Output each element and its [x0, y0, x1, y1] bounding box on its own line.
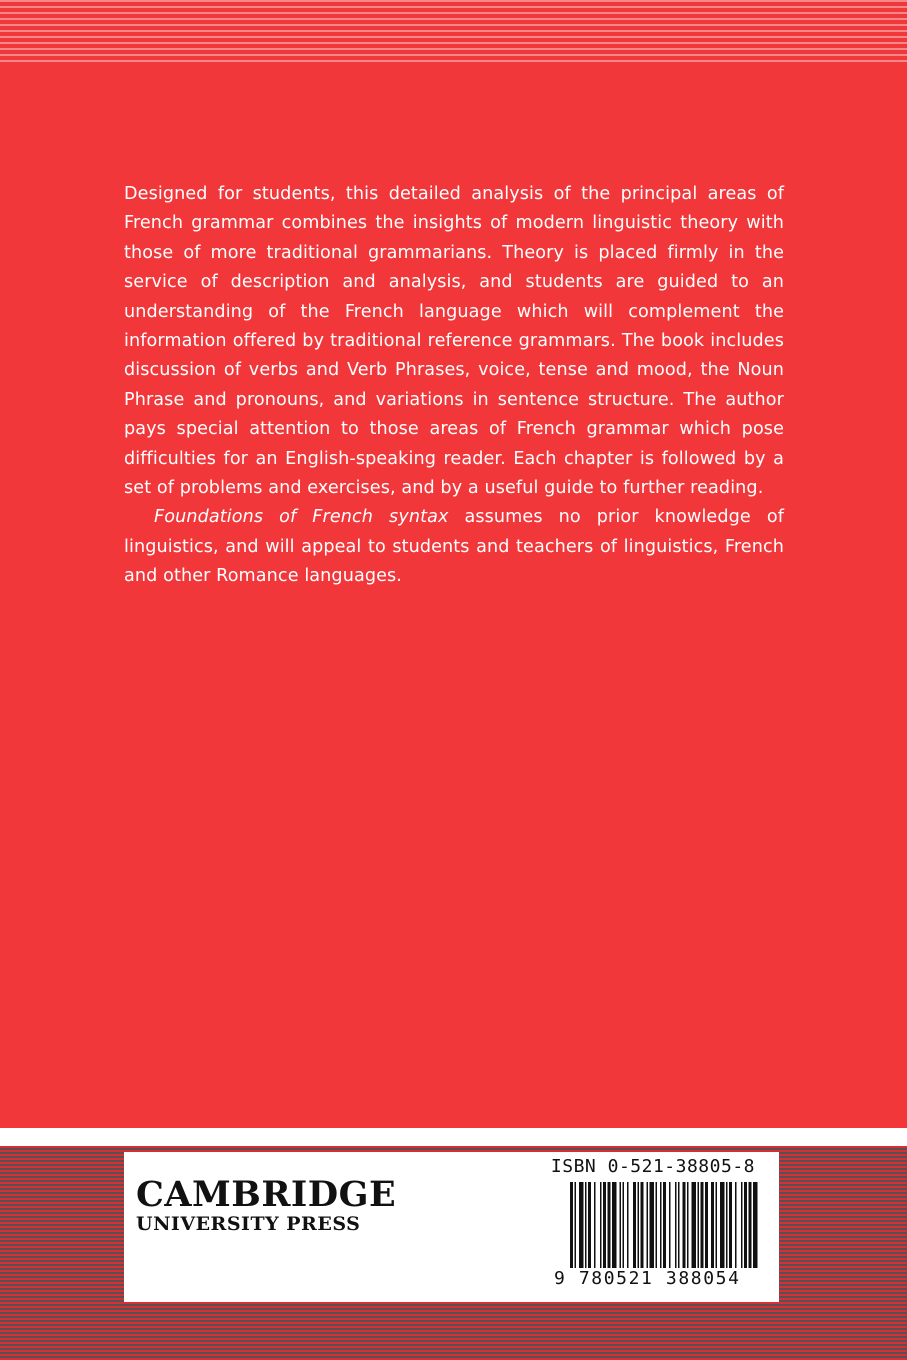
publisher-logo [136, 1176, 396, 1236]
book-title: Foundations of French syntax [154, 507, 449, 528]
publisher-barcode-panel [124, 1152, 779, 1302]
blurb-paragraph-1: Designed for students, this detailed analysis of the principal areas of French grammar combines the insights of modern linguistic theory with those of more traditional grammarians. Theory is placed firmly in the service of description and analysis, and students are guided to an understanding of the French language which will complement the information offered by traditional reference grammars. The book includes discussion of verbs and Verb Phrases, voice, tense and mood, the Noun Phrase and pronouns, and variations in sentence structure. The author pays special attention to those areas of French grammar which pose difficulties for an English-speaking reader. Each chapter is followed by a set of problems and exercises, and by a useful guide to further reading. [124, 184, 784, 499]
barcode-number: 9 780521 388054 [554, 1268, 764, 1289]
publisher-subname: UNIVERSITY PRESS [136, 1213, 361, 1235]
isbn-label: ISBN 0-521-38805-8 [550, 1156, 755, 1177]
publisher-name: CAMBRIDGE [136, 1174, 397, 1215]
white-divider [0, 1128, 907, 1146]
blurb-paragraph-2 [124, 503, 784, 591]
back-cover-blurb [124, 180, 784, 592]
top-stripe-band [0, 0, 907, 62]
barcode-icon [570, 1182, 760, 1274]
blurb-paragraph-2-text: assumes no prior knowledge of linguistics, and will appeal to students and teachers of linguistics, French and other Romance languages. [124, 507, 784, 587]
